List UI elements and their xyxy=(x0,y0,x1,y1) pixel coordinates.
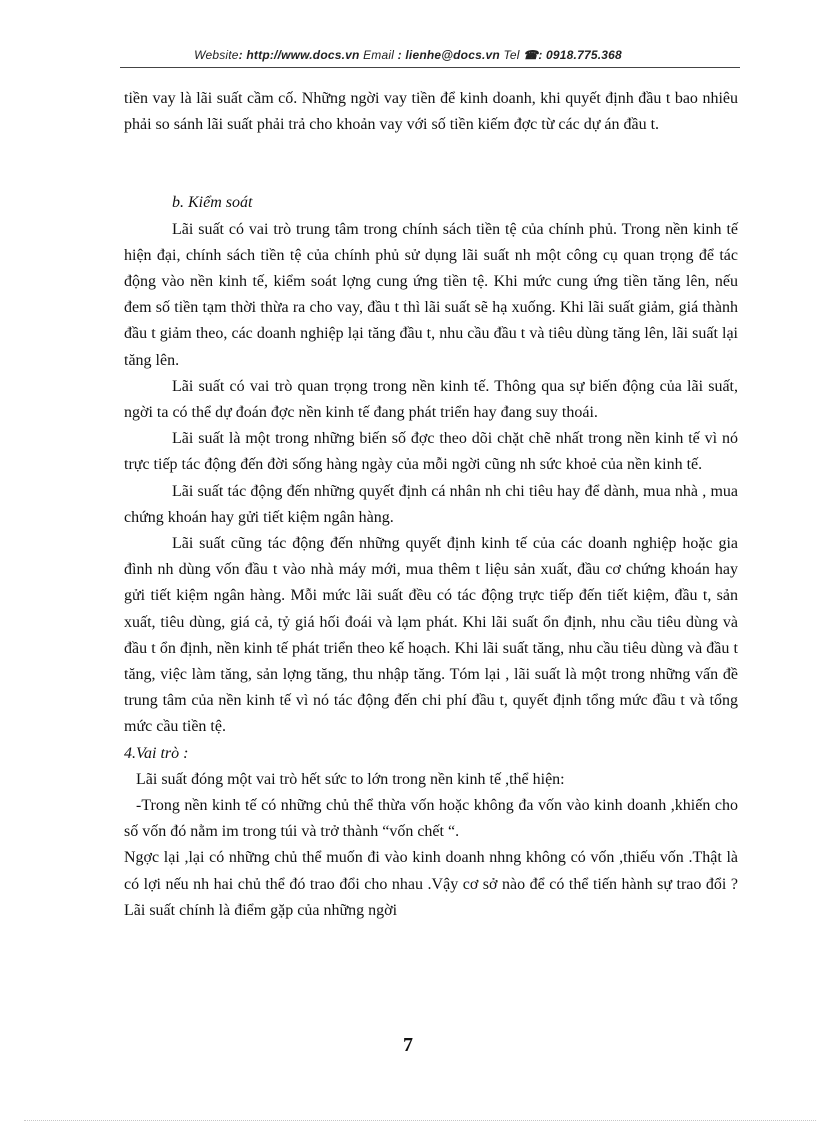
paragraph: Ngợc lại ,lại có những chủ thể muốn đi vào kinh doanh nhng không có vốn ,thiếu vốn .Thật là có lợi nếu nh hai chủ thể đó trao đổi cho nhau .Vậy cơ sở nào để có thể tiến hành sự trao đổi ?Lãi suất chính là điểm gặp của những ngời xyxy=(124,849,738,919)
paragraph: Lãi suất có vai trò quan trọng trong nền kinh tế. Thông qua sự biến động của lãi suất, ngời ta có thể dự đoán đợc nền kinh tế đang phát triển hay đang suy thoái. xyxy=(124,377,738,422)
subheading-kiem-soat: b. Kiểm soát xyxy=(172,194,253,212)
paragraph: Lãi suất tác động đến những quyết định cá nhân nh chi tiêu hay để dành, mua nhà , mua chứng khoán hay gửi tiết kiệm ngân hàng. xyxy=(124,482,738,526)
website-url[interactable]: : http://www.docs.vn xyxy=(238,48,360,62)
paragraph-continuation: tiền vay là lãi suất cầm cố. Những ngời vay tiền để kinh doanh, khi quyết định đầu t bao nhiêu phải so sánh lãi suất phải trả cho khoản vay với số tiền kiếm đợc từ các dự án đầu t. xyxy=(124,90,738,134)
paragraph: Lãi suất có vai trò trung tâm trong chính sách tiền tệ của chính phủ. Trong nền kinh tế hiện đại, chính sách tiền tệ của chính phủ sử dụng lãi suất nh một công cụ quan trọng để tác động vào nền kinh tế, kiểm soát lợng cung ứng tiền tệ. Khi mức cung ứng tiền tăng lên, nếu đem số tiền tạm thời thừa ra cho vay, đầu t thì lãi suất sẽ hạ xuống. Khi lãi suất giảm, giá thành đầu t giảm theo, các doanh nghiệp lại tăng đầu t, nhu cầu đầu t và tiêu dùng tăng lên, lãi suất lại tăng lên. xyxy=(124,220,738,369)
phone-icon: ☎ xyxy=(523,48,539,62)
page-header xyxy=(0,48,816,62)
document-body xyxy=(124,86,738,924)
email-address[interactable]: : lienhe@docs.vn xyxy=(394,48,500,62)
header-divider xyxy=(120,67,740,68)
paragraph: Lãi suất đóng một vai trò hết sức to lớn trong nền kinh tế ,thể hiện: xyxy=(136,770,565,788)
paragraph: Lãi suất là một trong những biến số đợc theo dõi chặt chẽ nhất trong nền kinh tế vì nó trực tiếp tác động đến đời sống hàng ngày của mỗi ngời cũng nh sức khoẻ của nền kinh tế. xyxy=(124,430,738,474)
paragraph: Lãi suất cũng tác động đến những quyết định kinh tế của các doanh nghiệp hoặc gia đình nh dùng vốn đầu t vào nhà máy mới, mua thêm t liệu sản xuất, đầu cơ chứng khoán hay gửi tiết kiệm ngân hàng. Mỗi mức lãi suất đều có tác động trực tiếp đến tiết kiệm, đầu t, sản xuất, tiêu dùng, giá cả, tỷ giá hối đoái và lạm phát. Khi lãi suất ổn định, nhu cầu tiêu dùng và đầu t ổn định, nền kinh tế phát triển theo kế hoạch. Khi lãi suất tăng, nhu cầu tiêu dùng và đầu t tăng, việc làm tăng, sản lợng tăng, thu nhập tăng. Tóm lại , lãi suất là một trong những vấn đề trung tâm của nền kinh tế vì nó tác động đến chi phí đầu t, quyết định tổng mức đầu t và tổng mức cầu tiền tệ. xyxy=(124,535,738,736)
page-number: 7 xyxy=(403,1034,413,1056)
tel-number: : 0918.775.368 xyxy=(538,48,622,62)
section-heading-vai-tro: 4.Vai trò : xyxy=(124,744,189,762)
email-label: Email xyxy=(359,48,395,62)
website-label: Website xyxy=(194,48,239,62)
page-bottom-border xyxy=(24,1120,816,1121)
tel-label: Tel xyxy=(499,48,524,62)
paragraph: -Trong nền kinh tế có những chủ thể thừa vốn hoặc không đa vốn vào kinh doanh ,khiến cho số vốn đó nằm im trong túi và trở thành “vốn chết “. xyxy=(124,797,738,841)
